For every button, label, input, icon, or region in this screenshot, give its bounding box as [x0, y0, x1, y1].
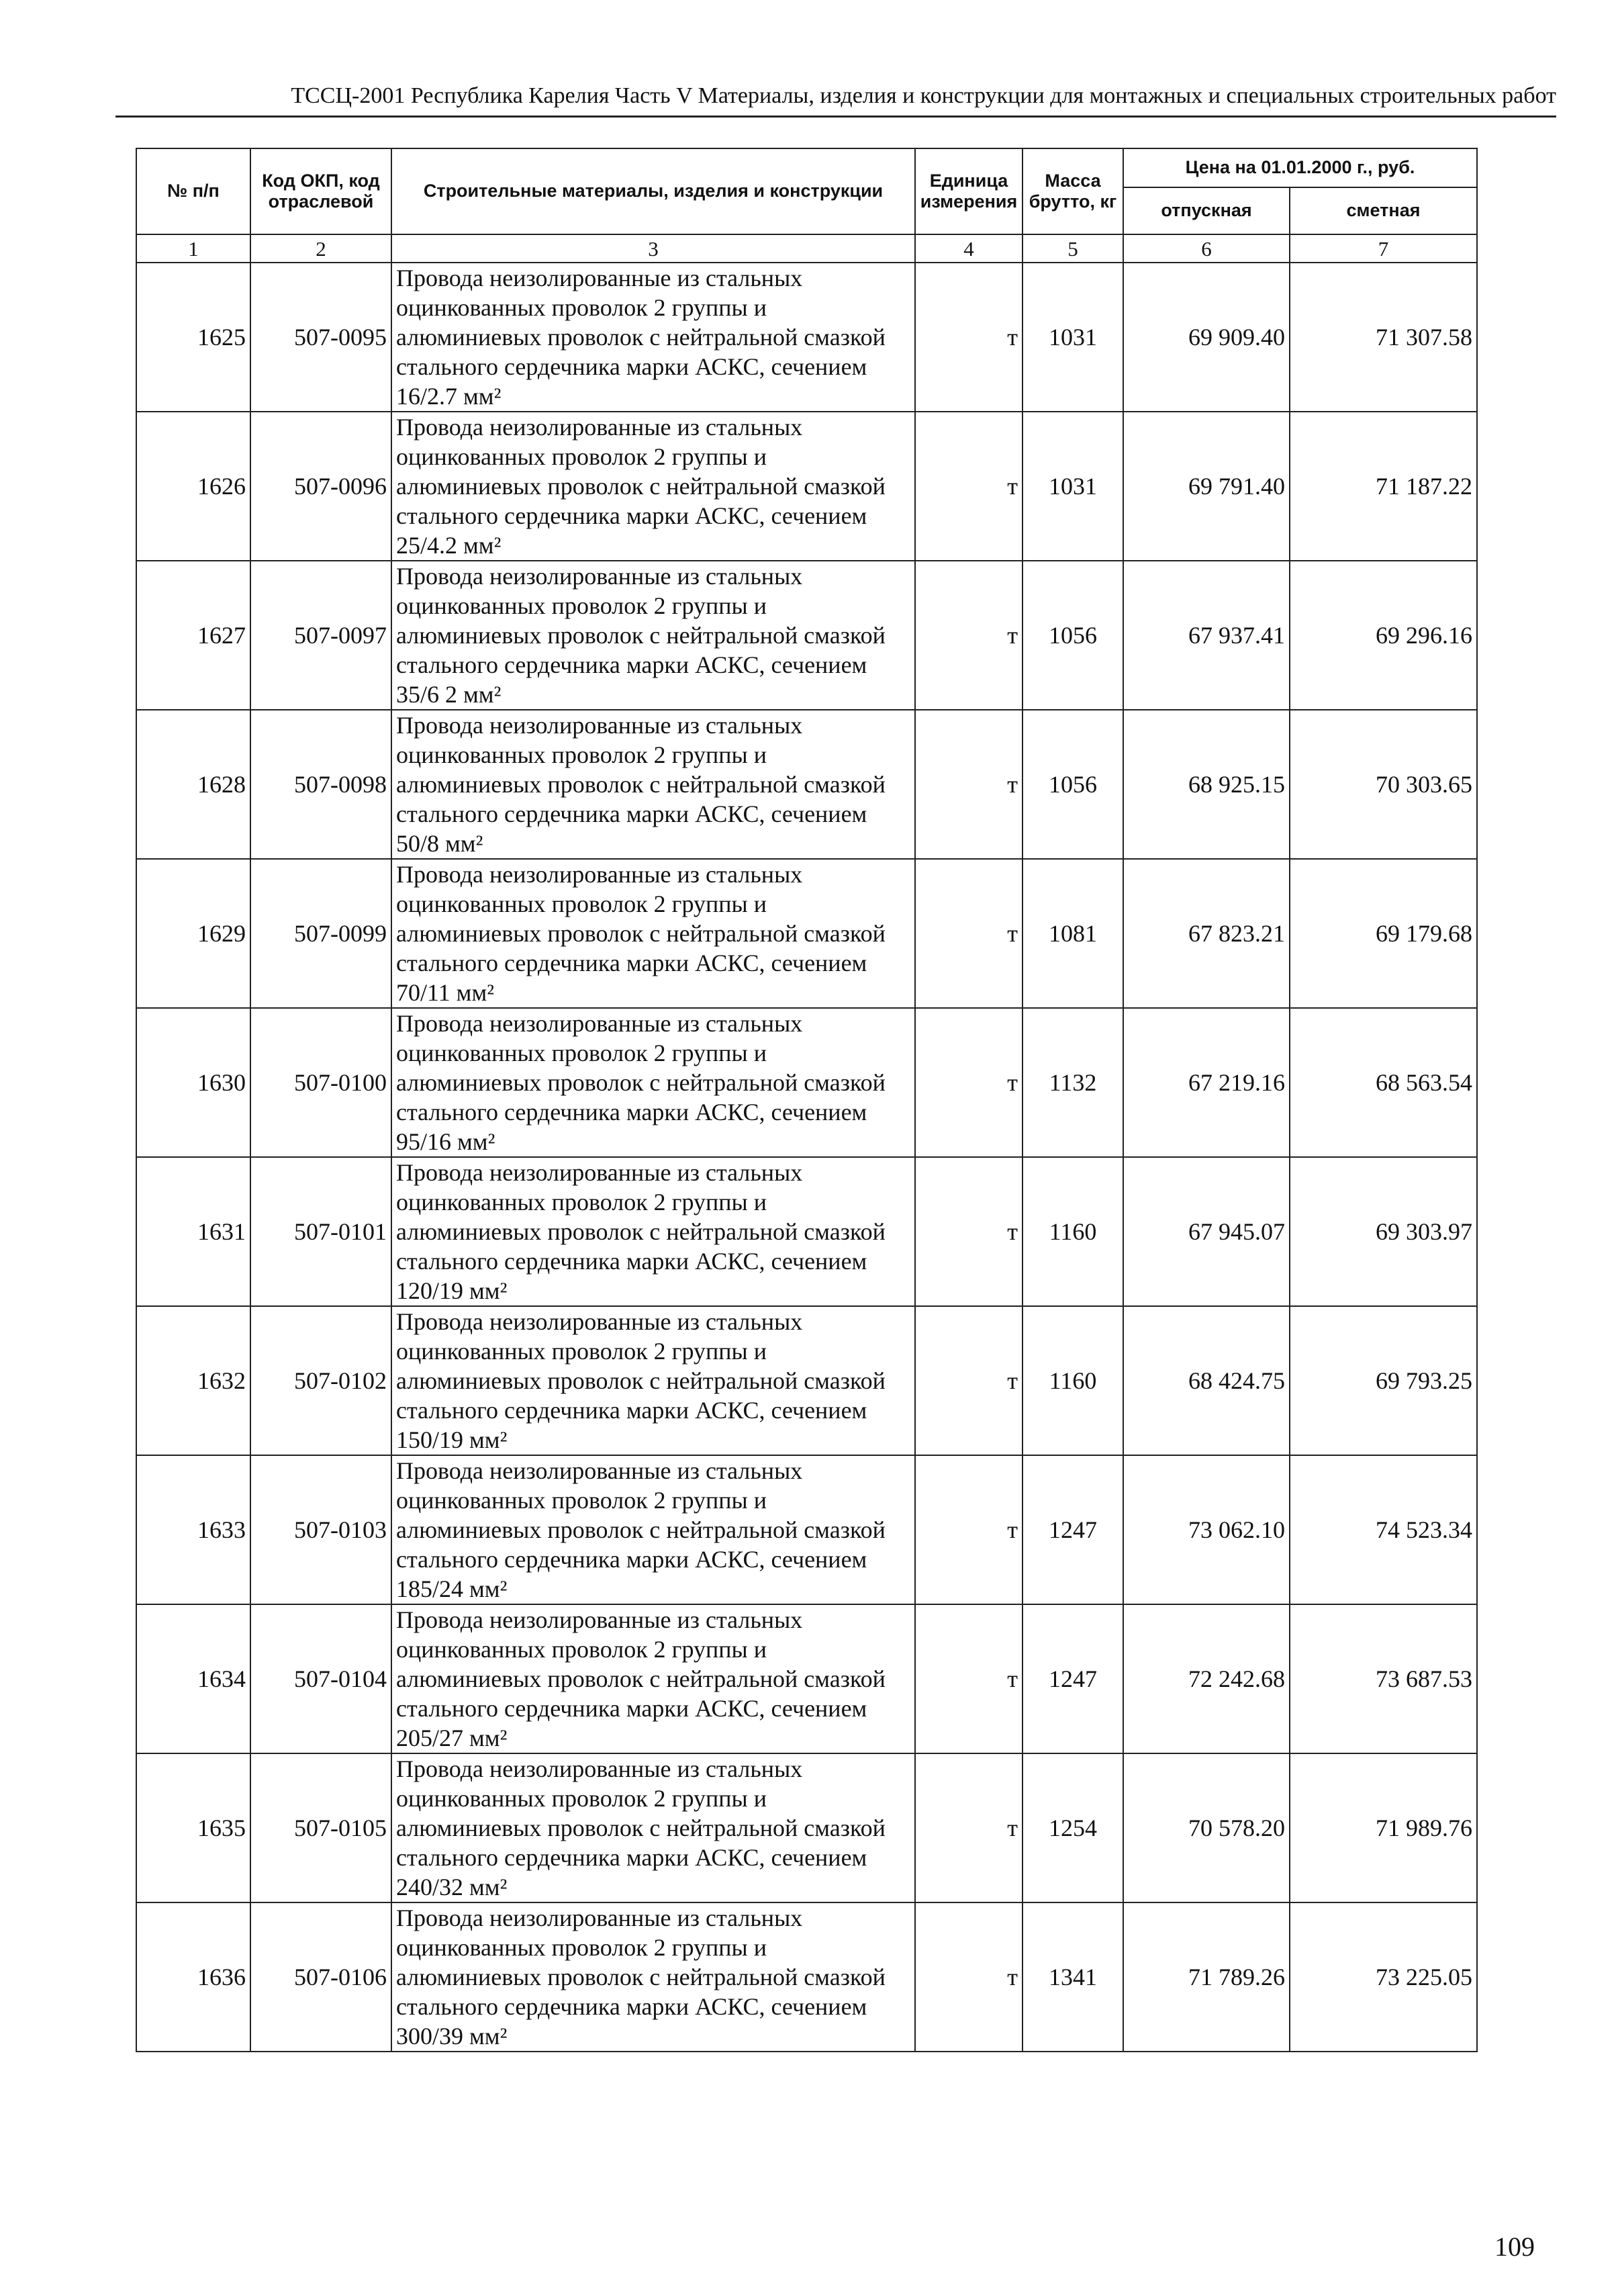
col-header-code: Код ОКП, код отраслевой [250, 148, 391, 234]
cell-unit: т [915, 1604, 1022, 1753]
col-header-price-release: отпускная [1123, 187, 1290, 234]
cell-price-release: 72 242.68 [1123, 1604, 1290, 1753]
cell-price-estimate: 73 687.53 [1290, 1604, 1477, 1753]
column-number: 5 [1022, 234, 1123, 263]
header-divider [115, 116, 1556, 118]
table-row [136, 1306, 1477, 1455]
cell-number: 1631 [136, 1157, 250, 1306]
col-header-price-group: Цена на 01.01.2000 г., руб. [1123, 148, 1477, 187]
cell-name: Провода неизолированные из стальных оцинкованных проволок 2 группы и алюминиевых проволок с нейтральной смазкой стального сердечника марки АСКС, сечением 185/24 мм² [391, 1455, 915, 1604]
column-number-row [136, 234, 1477, 263]
cell-price-estimate: 69 296.16 [1290, 561, 1477, 710]
cell-mass: 1341 [1022, 1902, 1123, 2052]
cell-price-estimate: 71 307.58 [1290, 263, 1477, 412]
cell-code: 507-0100 [250, 1008, 391, 1157]
cell-code: 507-0102 [250, 1306, 391, 1455]
cell-name: Провода неизолированные из стальных оцинкованных проволок 2 группы и алюминиевых проволок с нейтральной смазкой стального сердечника марки АСКС, сечением 25/4.2 мм² [391, 412, 915, 561]
cell-name: Провода неизолированные из стальных оцинкованных проволок 2 группы и алюминиевых проволок с нейтральной смазкой стального сердечника марки АСКС, сечением 70/11 мм² [391, 859, 915, 1008]
cell-name: Провода неизолированные из стальных оцинкованных проволок 2 группы и алюминиевых проволок с нейтральной смазкой стального сердечника марки АСКС, сечением 120/19 мм² [391, 1157, 915, 1306]
cell-unit: т [915, 1902, 1022, 2052]
table-row [136, 1753, 1477, 1902]
table-row [136, 412, 1477, 561]
column-number: 7 [1290, 234, 1477, 263]
cell-mass: 1160 [1022, 1306, 1123, 1455]
cell-mass: 1031 [1022, 263, 1123, 412]
cell-code: 507-0095 [250, 263, 391, 412]
col-header-price-estimate: сметная [1290, 187, 1477, 234]
cell-price-release: 67 937.41 [1123, 561, 1290, 710]
column-number: 6 [1123, 234, 1290, 263]
table-header [136, 148, 1477, 263]
cell-mass: 1081 [1022, 859, 1123, 1008]
cell-unit: т [915, 263, 1022, 412]
cell-code: 507-0096 [250, 412, 391, 561]
cell-unit: т [915, 859, 1022, 1008]
cell-code: 507-0097 [250, 561, 391, 710]
cell-number: 1633 [136, 1455, 250, 1604]
cell-unit: т [915, 1157, 1022, 1306]
cell-name: Провода неизолированные из стальных оцинкованных проволок 2 группы и алюминиевых проволок с нейтральной смазкой стального сердечника марки АСКС, сечением 300/39 мм² [391, 1902, 915, 2052]
cell-code: 507-0104 [250, 1604, 391, 1753]
cell-number: 1628 [136, 710, 250, 859]
price-table [136, 148, 1478, 2052]
cell-price-release: 67 823.21 [1123, 859, 1290, 1008]
cell-mass: 1247 [1022, 1455, 1123, 1604]
table-row [136, 710, 1477, 859]
cell-price-release: 71 789.26 [1123, 1902, 1290, 2052]
cell-price-estimate: 71 187.22 [1290, 412, 1477, 561]
table-row [136, 1008, 1477, 1157]
cell-price-release: 69 791.40 [1123, 412, 1290, 561]
table-row [136, 263, 1477, 412]
column-number: 1 [136, 234, 250, 263]
cell-price-release: 67 219.16 [1123, 1008, 1290, 1157]
table-row [136, 1455, 1477, 1604]
cell-number: 1630 [136, 1008, 250, 1157]
column-number: 3 [391, 234, 915, 263]
cell-unit: т [915, 412, 1022, 561]
cell-unit: т [915, 1008, 1022, 1157]
cell-number: 1635 [136, 1753, 250, 1902]
cell-unit: т [915, 1753, 1022, 1902]
table-row [136, 859, 1477, 1008]
cell-price-estimate: 68 563.54 [1290, 1008, 1477, 1157]
cell-number: 1636 [136, 1902, 250, 2052]
cell-name: Провода неизолированные из стальных оцинкованных проволок 2 группы и алюминиевых проволок с нейтральной смазкой стального сердечника марки АСКС, сечением 240/32 мм² [391, 1753, 915, 1902]
cell-price-release: 70 578.20 [1123, 1753, 1290, 1902]
cell-name: Провода неизолированные из стальных оцинкованных проволок 2 группы и алюминиевых проволок с нейтральной смазкой стального сердечника марки АСКС, сечением 95/16 мм² [391, 1008, 915, 1157]
cell-code: 507-0098 [250, 710, 391, 859]
cell-unit: т [915, 1455, 1022, 1604]
cell-number: 1629 [136, 859, 250, 1008]
column-number: 2 [250, 234, 391, 263]
cell-mass: 1031 [1022, 412, 1123, 561]
cell-unit: т [915, 561, 1022, 710]
cell-code: 507-0101 [250, 1157, 391, 1306]
cell-mass: 1254 [1022, 1753, 1123, 1902]
cell-price-estimate: 70 303.65 [1290, 710, 1477, 859]
cell-price-estimate: 73 225.05 [1290, 1902, 1477, 2052]
cell-mass: 1247 [1022, 1604, 1123, 1753]
cell-mass: 1056 [1022, 710, 1123, 859]
col-header-name: Строительные материалы, изделия и конструкции [391, 148, 915, 234]
cell-mass: 1160 [1022, 1157, 1123, 1306]
cell-code: 507-0106 [250, 1902, 391, 2052]
cell-code: 507-0099 [250, 859, 391, 1008]
cell-price-release: 68 424.75 [1123, 1306, 1290, 1455]
cell-number: 1627 [136, 561, 250, 710]
cell-price-estimate: 69 179.68 [1290, 859, 1477, 1008]
cell-mass: 1132 [1022, 1008, 1123, 1157]
cell-price-estimate: 69 793.25 [1290, 1306, 1477, 1455]
cell-code: 507-0105 [250, 1753, 391, 1902]
col-header-unit: Единица измерения [915, 148, 1022, 234]
cell-name: Провода неизолированные из стальных оцинкованных проволок 2 группы и алюминиевых проволок с нейтральной смазкой стального сердечника марки АСКС, сечением 16/2.7 мм² [391, 263, 915, 412]
cell-price-estimate: 71 989.76 [1290, 1753, 1477, 1902]
cell-unit: т [915, 710, 1022, 859]
cell-mass: 1056 [1022, 561, 1123, 710]
cell-price-estimate: 69 303.97 [1290, 1157, 1477, 1306]
table-row [136, 1157, 1477, 1306]
table-row [136, 1604, 1477, 1753]
cell-number: 1634 [136, 1604, 250, 1753]
cell-number: 1625 [136, 263, 250, 412]
cell-unit: т [915, 1306, 1022, 1455]
col-header-n: № п/п [136, 148, 250, 234]
cell-price-release: 68 925.15 [1123, 710, 1290, 859]
cell-price-release: 67 945.07 [1123, 1157, 1290, 1306]
cell-price-estimate: 74 523.34 [1290, 1455, 1477, 1604]
table-body [136, 263, 1477, 2052]
page-number: 109 [1494, 2232, 1535, 2262]
cell-code: 507-0103 [250, 1455, 391, 1604]
cell-name: Провода неизолированные из стальных оцинкованных проволок 2 группы и алюминиевых проволок с нейтральной смазкой стального сердечника марки АСКС, сечением 205/27 мм² [391, 1604, 915, 1753]
cell-name: Провода неизолированные из стальных оцинкованных проволок 2 группы и алюминиевых проволок с нейтральной смазкой стального сердечника марки АСКС, сечением 150/19 мм² [391, 1306, 915, 1455]
column-number: 4 [915, 234, 1022, 263]
document-header-title: ТССЦ-2001 Республика Карелия Часть V Материалы, изделия и конструкции для монтажных и специальных строительных работ [291, 83, 1556, 108]
cell-price-release: 73 062.10 [1123, 1455, 1290, 1604]
cell-number: 1626 [136, 412, 250, 561]
table-row [136, 561, 1477, 710]
cell-number: 1632 [136, 1306, 250, 1455]
cell-name: Провода неизолированные из стальных оцинкованных проволок 2 группы и алюминиевых проволок с нейтральной смазкой стального сердечника марки АСКС, сечением 50/8 мм² [391, 710, 915, 859]
col-header-mass: Масса брутто, кг [1022, 148, 1123, 234]
cell-name: Провода неизолированные из стальных оцинкованных проволок 2 группы и алюминиевых проволок с нейтральной смазкой стального сердечника марки АСКС, сечением 35/6 2 мм² [391, 561, 915, 710]
table-row [136, 1902, 1477, 2052]
cell-price-release: 69 909.40 [1123, 263, 1290, 412]
